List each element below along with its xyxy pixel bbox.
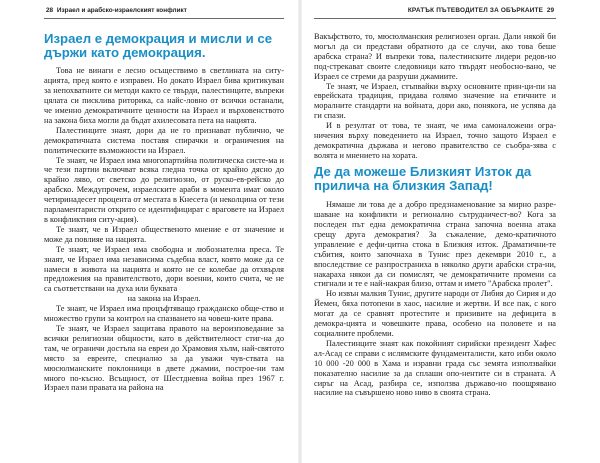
left-paragraph: Те знаят, че Израел защитава правото на вероизповедание за всички религиозни общности, като в действителност стиг-на до там, че ограничи достъпа на евреи до Храмовия хълм, най-святото място за евреите, специално за да уважи чув-ствата на мюсюлманските поклонници в двете джамии, построе-ни там много по-късно. Всъщност, от Шестдневна война през 1967 г. Израел пази правата на района на bbox=[44, 323, 284, 393]
right-page bbox=[300, 0, 600, 463]
left-page-number: 28 bbox=[46, 7, 54, 14]
left-paragraph: Това не винаги е лесно осъществимо в светлината на ситу-ацията, пред която е изправен. Но докато Израел бива критикуван за непохватните си методи както се твърди, палестинците, въпреки цялата си писклива риторика, са найс-ловно от всички останали, че именно демократичните ценности на Израел и върховенството на закона биха могли да бъдат ахилесовата пета на нацията. bbox=[44, 66, 284, 125]
right-paragraph: Но извън малкия Тунис, другите народи от Либия до Сирия и до Йемен, бяха потопени в хаос, насилие и жертви. И все пак, с кого могат да се сравнят протестите и призивите на дефицита в демокра-цията и човешките права, особено на половете и на социалните проблеми. bbox=[314, 289, 556, 338]
right-page-number: 29 bbox=[546, 7, 554, 14]
left-paragraph: Те знаят, че в Израел общественото мнение е от значение и може да повлияе на нацията. bbox=[44, 224, 284, 244]
left-section-heading: Израел е демокрация и мисли и се държи като демокрация. bbox=[44, 31, 273, 61]
right-running-title: КРАТЪК ПЪТЕВОДИТЕЛ ЗА ОБЪРКАИТЕ bbox=[407, 7, 544, 14]
left-paragraph: Те знаят, че Израел има процъфтяващо гражданско обще-ство и множество групи за контрол на спазването на човеш-ките права. bbox=[44, 304, 284, 324]
left-paragraph: Те знаят, че Израел има многопартийна политическа систе-ма и че тези партии включват всяка гледна точка от крайно дясно до крайно ляво, от светско до религиозно, от руско-ев-рейско до арабско. Междупрочем, израелските араби в момента имат около четиринадесет процента от местата в Кнесета (и неколцина от тези парламентаристи открито се идентифицират с враговете на Израел в конфликтния ситу-ация). bbox=[44, 155, 284, 224]
left-paragraph: Те знаят, че Израел има свободна и любознателна преса. Те знаят, че Израел има независима съдебна власт, която може да се намеси в живота на нацията и която не се колебае да отхвърля предложения на правителството, дори военни, които счита, че не са съответствани на духа или буквата bbox=[44, 244, 284, 294]
right-paragraph: Те знаят, че Израел, стъпвайки върху основните прин-ци-пи на еврейската традиция, придава голямо значение на етичните и моралните стандарти на войната, дори ако, понякога, не успява да ги спази. bbox=[314, 81, 556, 121]
right-paragraph: И в резултат от това, те знаят, че има самоналожени огра-ничения върху поведението на Израел, точно защото Израел е демократична държава и негово правителство се съобра-зява с волята и мнението на хората. bbox=[314, 121, 556, 160]
right-section-heading: Де да можеше Близкият Изток да прилича на близкия Запад! bbox=[314, 163, 532, 193]
right-paragraph: Палестинците знаят как покойният сирийски президент Хафес ал-Асад се справи с ислямските фундаменталисти, като изби около 10 000 -20 000 в Хама и изравни града със земята използвайки показателно насилие за да сплаши опо-нентите си в страната. А сиръг на Асад, разбира се, използва държаво-но поощрявано насилие на съвършено ново ниво в своята страна. bbox=[314, 338, 556, 398]
left-paragraph: Палестинците знаят, дори да не го признават публично, че демократичната система поставя спирачки и ограничения на политическите възможности на Израел. bbox=[44, 125, 284, 155]
left-paragraph-centered: на закона на Израел. bbox=[127, 294, 201, 304]
right-paragraph: Нямаше ли това де а добро предзнаменование за мирно разре-шаване на конфликти и регионално сътрудничест-во? Кога за последен път една демократична страна започна военна атака срещу друга демократия? За съжаление, демо-кратичното управление е дефи-цитна стока в Близкия изток. Драматични-те събития, които започнаха в Тунис през декември 2010 г., а впоследствие се разпространиха в няколко други арабски стра-ни, накараха някои да си помислят, че демократичните промени са стигнали и те е най-накрая близо, оттам и името "Арабска пролет". bbox=[314, 200, 556, 289]
left-running-title: Израел и арабско-израелският конфликт bbox=[56, 7, 187, 14]
right-paragraph: Вакъфството, то, мюсюлманския религиозен орган. Дали някой би могъл да си представи обратното да се случи, ако това беше арабска страна? И въпреки това, палестинските лидери редов-но под-стрекават своите следовници като твърдят необосно-вано, че Израел се стреми да разруши джамиите. bbox=[314, 32, 556, 81]
right-header-rule bbox=[314, 18, 556, 19]
left-header-rule bbox=[44, 18, 284, 19]
